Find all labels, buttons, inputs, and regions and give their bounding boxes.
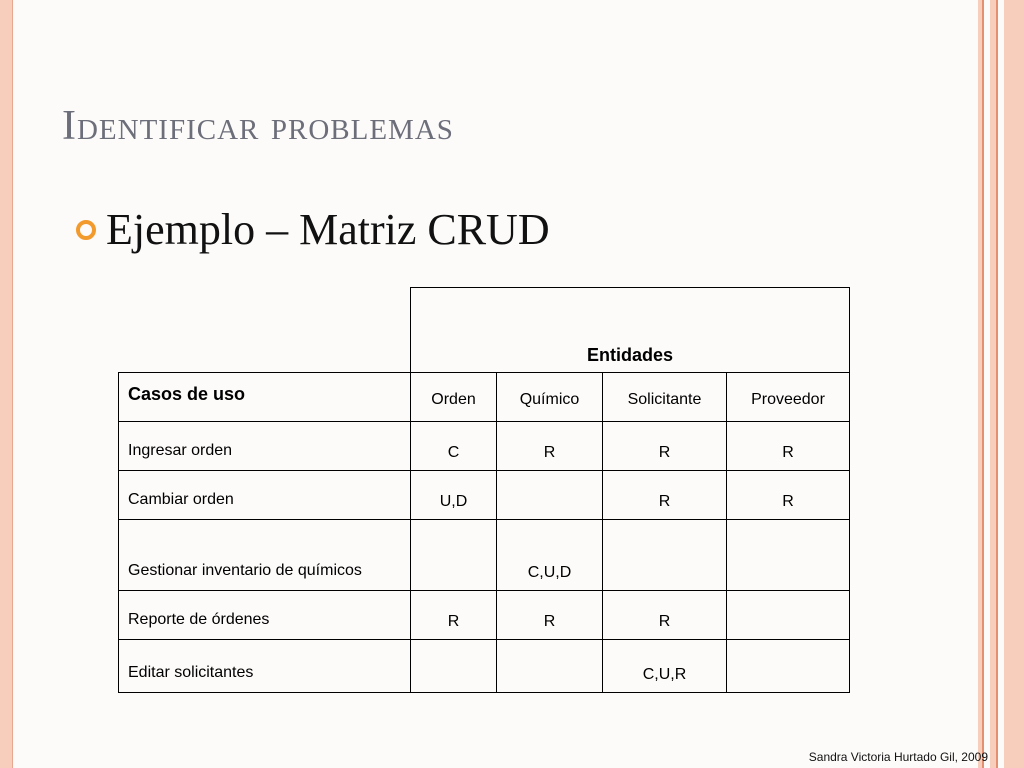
crud-matrix-table (118, 287, 850, 693)
table-row (119, 471, 850, 520)
table-row (119, 520, 850, 591)
crud-cell: R (603, 471, 727, 520)
table-header-row (119, 373, 850, 422)
crud-cell (497, 640, 603, 693)
crud-cell (411, 640, 497, 693)
crud-cell: R (497, 591, 603, 640)
use-case-name: Gestionar inventario de químicos (119, 520, 411, 591)
table-row (119, 591, 850, 640)
footer-credit: Sandra Victoria Hurtado Gil, 2009 (808, 750, 988, 764)
column-header-orden: Orden (411, 373, 497, 422)
crud-cell: R (727, 422, 850, 471)
use-case-name: Reporte de órdenes (119, 591, 411, 640)
crud-cell (603, 520, 727, 591)
use-case-name: Cambiar orden (119, 471, 411, 520)
crud-cell: C,U,R (603, 640, 727, 693)
table-empty-corner (119, 288, 411, 373)
bullet-item (76, 204, 550, 255)
table-row (119, 640, 850, 693)
crud-cell (411, 520, 497, 591)
crud-cell: C (411, 422, 497, 471)
crud-cell (497, 471, 603, 520)
crud-cell (727, 520, 850, 591)
left-frame-border (0, 0, 13, 768)
crud-cell (727, 591, 850, 640)
use-cases-header: Casos de uso (119, 373, 411, 422)
crud-cell: R (603, 422, 727, 471)
bullet-circle-icon (76, 220, 96, 240)
use-case-name: Ingresar orden (119, 422, 411, 471)
crud-cell: R (603, 591, 727, 640)
crud-cell: C,U,D (497, 520, 603, 591)
entities-header: Entidades (411, 288, 850, 373)
column-header-solicitante: Solicitante (603, 373, 727, 422)
right-frame-border (978, 0, 1024, 768)
column-header-quimico: Químico (497, 373, 603, 422)
crud-cell: R (411, 591, 497, 640)
column-header-proveedor: Proveedor (727, 373, 850, 422)
crud-cell: U,D (411, 471, 497, 520)
use-case-name: Editar solicitantes (119, 640, 411, 693)
table-row (119, 422, 850, 471)
crud-cell: R (497, 422, 603, 471)
table-group-header-row (119, 288, 850, 373)
bullet-text: Ejemplo – Matriz CRUD (106, 205, 550, 254)
crud-cell (727, 640, 850, 693)
crud-cell: R (727, 471, 850, 520)
slide-title: Identificar problemas (62, 103, 454, 149)
